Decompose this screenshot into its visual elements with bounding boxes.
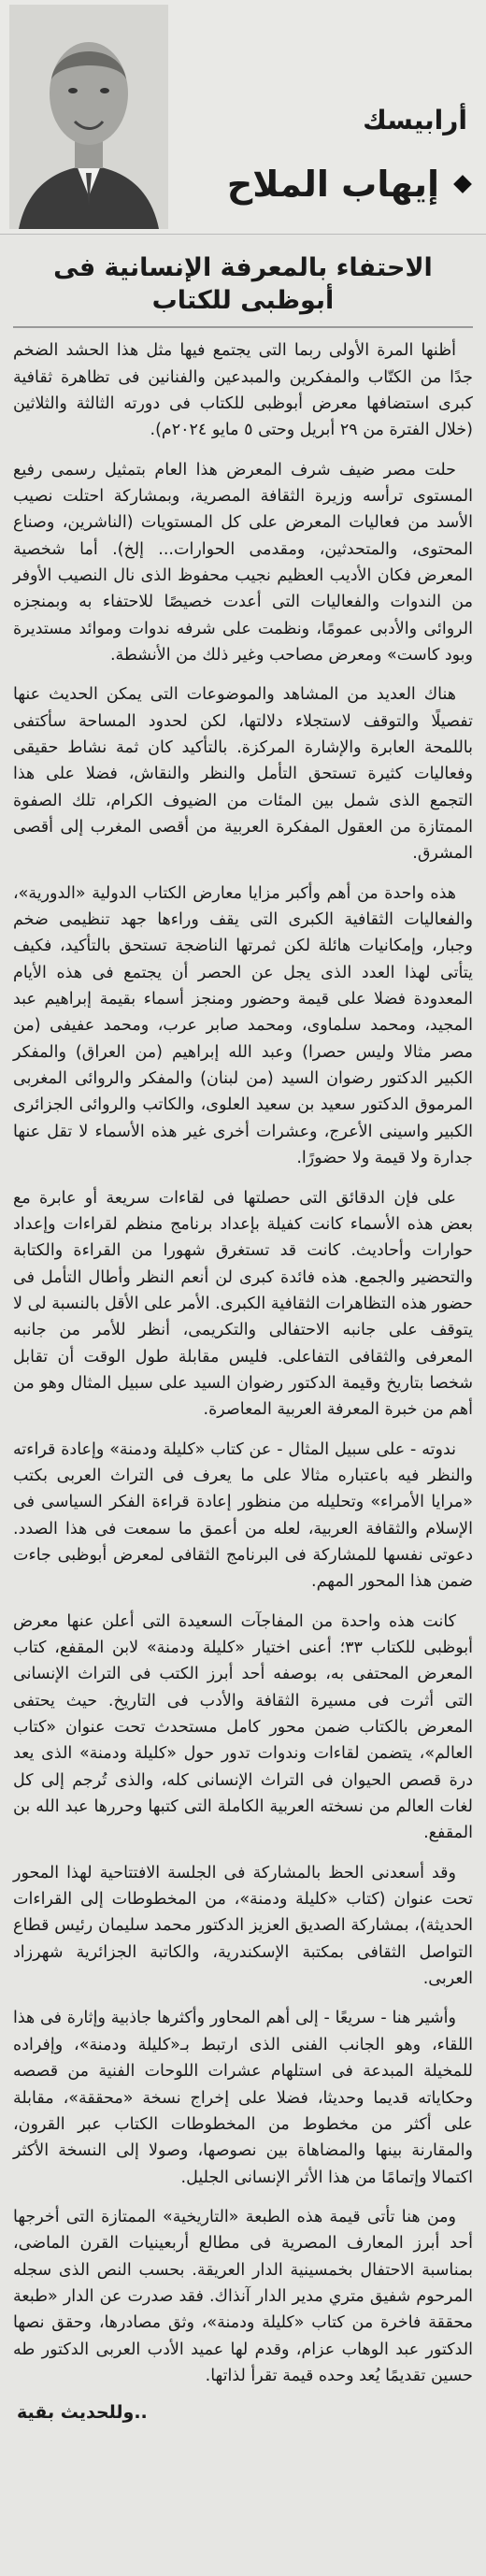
paragraph: هذه واحدة من أهم وأكبر مزايا معارض الكتاب الدولية «الدورية»، والفعاليات الثقافية الكبرى التى يقف وراءها جهد تنظيمى ضخم وجبار، وإمكانيات هائلة لكن ثمرتها الناضجة تستحق بالتأكيد، فكيف يتأتى لهذا العدد الذى يجل عن الحصر أن يجتمع فى هذه الأيام المعدودة فضلا على قيمة وحضور ومنجز أسماء بقيمة إبراهيم عبد المجيد، ومحمد سلماوى، ومحمد صابر عرب، ومحمد عفيفى (من مصر مثالا وليس حصرا) وعبد الله إبراهيم (من العراق) والمفكر الكبير الدكتور رضوان السيد (من لبنان) والمفكر والروائى المغربى المرموق الدكتور سعيد بن سعيد العلوى، والكاتب والروائى الجزائرى الكبير واسينى الأعرج، وعشرات أخرى غير هذه الأسماء لا تقل عنها جدارة ولا قيمة ولا حضورًا. [13,883,473,1168]
author-portrait-icon [9,5,168,229]
column-header [0,0,486,235]
author-photo [9,5,168,229]
author-name-text: إيهاب الملاح [226,164,439,205]
column-tag: أرابيسك [363,105,467,136]
paragraph: ندوته - على سبيل المثال - عن كتاب «كليلة ودمنة» وإعادة قراءته والنظر فيه باعتباره مثالا على ما يعرف فى التراث العربى بكتب «مرايا الأمراء» وتحليله من منظور إعادة قراءة الفكر السياسى فى الإسلام والثقافة العربية، لعله من أعمق ما سمعت فى هذا الصدد. دعوتى نفسها للمشاركة فى البرنامج الثقافى لمعرض أبوظبى جاءت ضمن هذا المحور المهم. [13,1439,473,1592]
diamond-bullet-icon [453,175,472,193]
author-name [227,164,469,205]
paragraph: على فإن الدقائق التى حصلتها فى لقاءات سريعة أو عابرة مع بعض هذه الأسماء كانت كفيلة بإعداد برنامج منظم لقراءات وإعداد حوارات وأحاديث. كانت قد تستغرق شهورا من القراءة والكتابة والتحضير والجمع. هذه فائدة كبرى لن أنعم النظر وأطال التأمل فى حضور هذه التظاهرات الثقافية الكبرى. الأمر على الأقل بالنسبة لى لا يتوقف على جانبه الاحتفالى والتكريمى، أنظر للأمر من جانبه المعرفى والثقافى التفاعلى. فليس مقابلة طول الوقت أن تقابل شخصا بتاريخ وقيمة الدكتور رضوان السيد على سبيل المثال وهو من أهم من خبرة المعرفة العربية المعاصرة. [13,1188,473,1420]
paragraph: كانت هذه واحدة من المفاجآت السعيدة التى أعلن عنها معرض أبوظبى للكتاب ٣٣؛ أعنى اختيار «كليلة ودمنة» لابن المقفع، كتاب المعرض المحتفى به، بوصفه أحد أبرز الكتب فى التراث الإنسانى التى أثرت فى مسيرة الثقافة والأدب فى التاريخ. حيث يحتفى المعرض بالكتاب ضمن محور كامل مستحدث تحت عنوان «كتاب العالم»، يتضمن لقاءات وندوات تدور حول «كليلة ودمنة» الذى يعد درة قصص الحيوان فى التراث الإنسانى كله، والذى تُرجم إلى كل لغات العالم من نسخته العربية الكاملة التى كتبها وحررها عبد الله بن المقفع. [13,1611,473,1843]
article-headline: الاحتفاء بالمعرفة الإنسانية فى أبوظبى للكتاب [13,251,473,328]
paragraph: أظنها المرة الأولى ربما التى يجتمع فيها مثل هذا الحشد الضخم جدًا من الكتّاب والمفكرين والمبدعين والفنانين فى تظاهرة ثقافية كبرى استضافها معرض أبوظبى للكتاب فى دورته الثالثة والثلاثين (خلال الفترة من ٢٩ أبريل وحتى ٥ مايو ٢٠٢٤م). [13,341,473,440]
paragraph: وأشير هنا - سريعًا - إلى أهم المحاور وأكثرها جاذبية وإثارة فى هذا اللقاء، وهو الجانب الفنى الذى ارتبط بـ«كليلة ودمنة»، وإفراده للمخيلة المبدعة فى استلهام عشرات اللوحات الفنية من قصصه وحكاياته قديما وحديثا، فضلا على إخراج نسخة «محققة»، مقابلة على أكثر من مخطوط من المخطوطات الكتاب عبر القرون، والمقارنة بينها والمضاهاة بين نصوصها، وصولا إلى النسخة الأكثر اكتمالا وإتمامًا من هذا الأثر الإنسانى الجليل. [13,2009,473,2187]
paragraph: حلت مصر ضيف شرف المعرض هذا العام بتمثيل رسمى رفيع المستوى ترأسه وزيرة الثقافة المصرية، وبمشاركة احتلت نصيب الأسد من فعاليات المعرض على كل المستويات (الناشرين، وصناع المحتوى، والمتحدثين، ومقدمى الحوارات... إلخ). أما شخصية المعرض فكان الأديب العظيم نجيب محفوظ الذى نال النصيب الأوفر من الندوات والفعاليات التى أعدت خصيصًا للاحتفاء به وبمنجزه الروائى والأدبى عمومًا، ونظمت على شرفه ندوات وموائد مستديرة وبود كاست» ومعرض مصاحب وغير ذلك من الأنشطة. [13,460,473,665]
paragraph: ومن هنا تأتى قيمة هذه الطبعة «التاريخية» الممتازة التى أخرجها أحد أبرز المعارف المصرية فى مطالع أربعينيات القرن الماضى، بمناسبة الاحتفال بخمسينية الدار العريقة. بحسب النص الذى سجله المرحوم شفيق متري مدير الدار آنذاك. فقد صدرت عن الدار «طبعة محققة فاخرة من كتاب «كليلة ودمنة»، وثق مصادرها، وحقق نصها الدكتور عبد الوهاب عزام، وقدم لها عميد الأدب العربى الدكتور طه حسين تقديمًا يُعد وحده قيمة تقرأ لذاتها. [13,2207,473,2385]
article-body [0,337,486,2389]
continued-note: ..وللحديث بقية [17,2402,148,2424]
paragraph: هناك العديد من المشاهد والموضوعات التى يمكن الحديث عنها تفصيلًا والتوقف لاستجلاء دلالتها، لكن لحدود المساحة سأكتفى باللمحة العابرة والإشارة المركزة. بالتأكيد كان ثمة نشاط حقيقى وفعاليات كثيرة تستحق التأمل والنظر والنقاش، فضلا على هذا التجمع الذى شمل بين المئات من الضيوف الكرام، تلك الصفوة الممتازة من العقول المفكرة العربية من أقصى المغرب إلى أقصى المشرق. [13,685,473,864]
paragraph: وقد أسعدنى الحظ بالمشاركة فى الجلسة الافتتاحية لهذا المحور تحت عنوان (كتاب «كليلة ودمنة»، من المخطوطات إلى القراءات الحديثة)، بمشاركة الصديق العزيز الدكتور محمد سليمان رئيس قطاع التواصل الثقافى بمكتبة الإسكندرية، والكاتبة الجزائرية شهرزاد العربى. [13,1863,473,1989]
